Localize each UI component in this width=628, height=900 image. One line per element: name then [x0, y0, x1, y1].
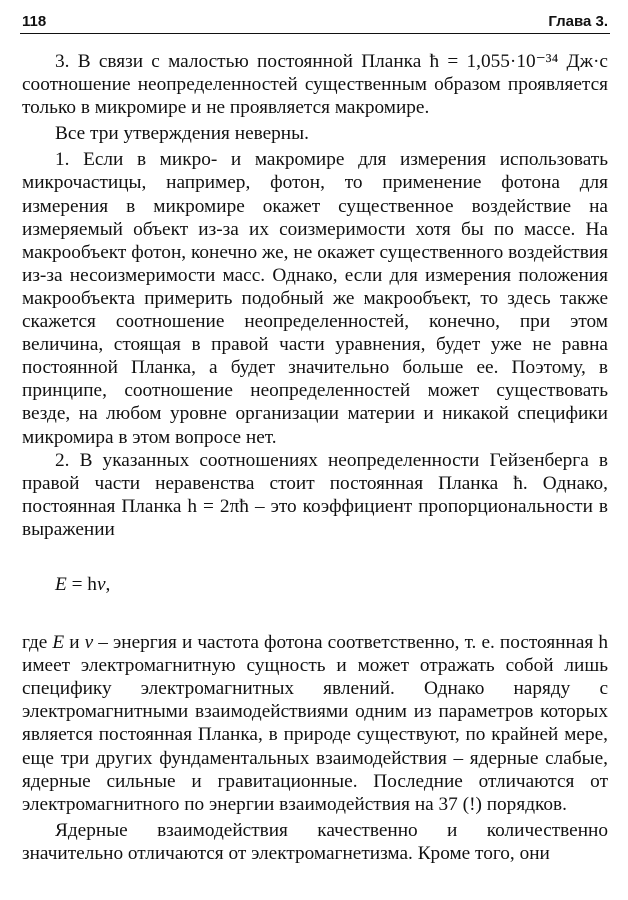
- paragraph-nuclear: Ядерные взаимодействия качественно и количественно значительно отличаются от электромагнетизма. Кроме того, они: [22, 819, 608, 864]
- paragraph-point-2: 2. В указанных соотношениях неопределенности Гейзенберга в правой части неравенства стоит постоянная Планка ħ. Однако, постоянная Планка h = 2πħ – это коэффициент пропорциональности в выражении: [22, 449, 608, 540]
- formula-symbol-frequency: ν: [96, 573, 106, 595]
- where-symbol-energy: E: [52, 632, 65, 654]
- paragraph-where: [22, 631, 608, 816]
- formula-equals-h: = h: [66, 573, 97, 595]
- paragraph-point-1: 1. Если в микро- и макромире для измерения использовать микрочастицы, например, фотон, то применение фотона для измерения в микромире окажет существенное воздействие на измеряемый объект из-за их соизмеримости хотя бы по массе. На макрообъект фотон, конечно же, не окажет существенного воздействия из-за несоизмеримости масс. Однако, если для измерения положения макрообъекта примерить подобный же макрообъект, то здесь также скажется соотношение неопределенностей, конечно, при этом величина, стоящая в правой части уравнения, будет уже не равна постоянной Планка, а будет значительно больше ее. Поэтому, в принципе, соотношение неопределенностей может существовать везде, на любом уровне организации материи и никакой специфики микромира в этом вопросе нет.: [22, 149, 608, 448]
- formula-symbol-energy: E: [55, 573, 67, 595]
- where-and: и: [64, 632, 85, 654]
- where-lead: где: [22, 632, 53, 654]
- running-header: [22, 10, 608, 30]
- formula-energy: [22, 573, 608, 596]
- paragraph-statement-3: 3. В связи с малостью постоянной Планка ħ = 1,055·10⁻³⁴ Дж·с соотношение неопределенностей существенным образом проявляется только в микромире и не проявляется макромире.: [22, 51, 608, 119]
- body-text: [22, 50, 608, 865]
- page-number: 118: [22, 13, 47, 30]
- paragraph-all-false: Все три утверждения неверны.: [55, 123, 309, 145]
- chapter-title: Глава 3.: [548, 13, 608, 30]
- where-symbol-frequency: ν: [84, 632, 94, 654]
- header-rule: [20, 33, 610, 34]
- where-rest: – энергия и частота фотона соответственно, т. е. постоянная h имеет электромагнитную сущность и может отражать собой лишь специфику электромагнитных явлений. Однако наряду с электромагнитными взаимодействиями одним из параметров которых является постоянная Планка, в природе существуют, по крайней мере, еще три других фундаментальных взаимодействия – ядерные слабые, ядерные сильные и гравитационные. Последние отличаются от электромагнитного по энергии взаимодействия на 37 (!) порядков.: [22, 632, 608, 815]
- formula-comma: ,: [105, 573, 111, 595]
